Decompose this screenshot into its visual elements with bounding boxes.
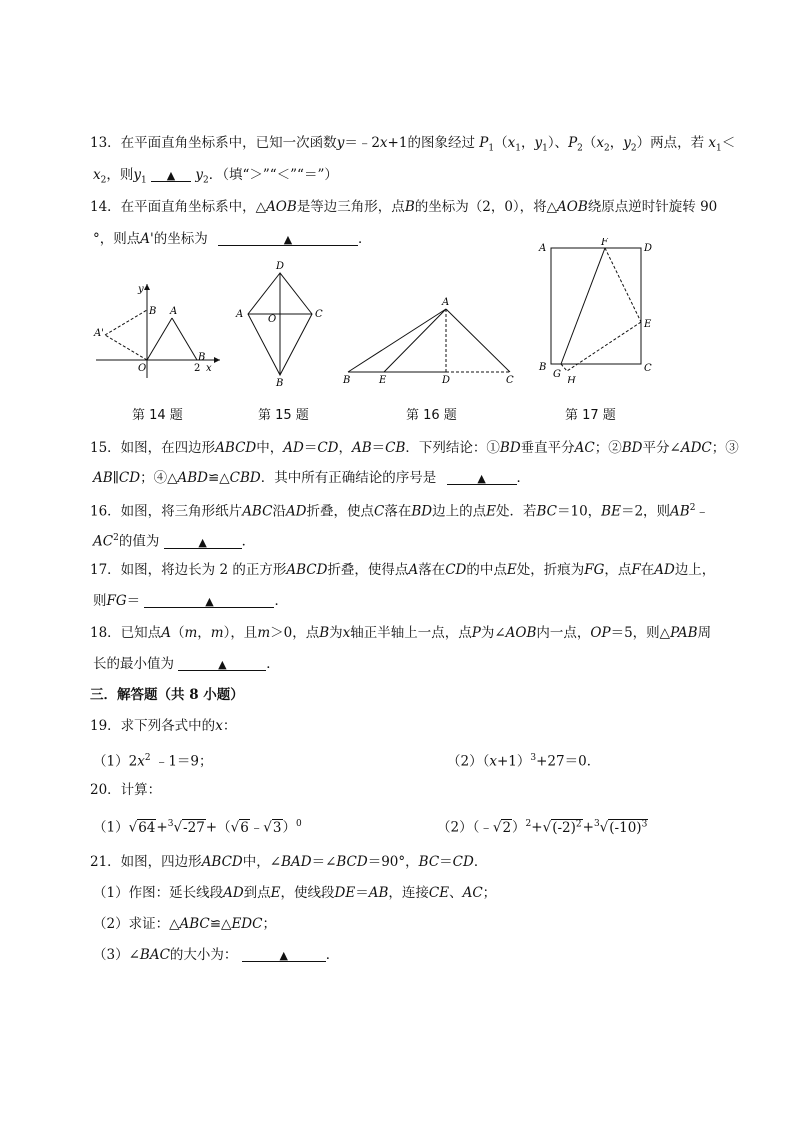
svg-text:y: y bbox=[138, 284, 144, 295]
q18-line2: 长的最小值为 ▲ ． bbox=[93, 656, 280, 672]
svg-text:B: B bbox=[539, 362, 547, 373]
svg-text:2: 2 bbox=[194, 363, 201, 374]
svg-text:C: C bbox=[506, 375, 514, 386]
caption-17: 第 17 题 bbox=[565, 408, 616, 423]
svg-text:A: A bbox=[236, 309, 244, 320]
q21-part2: （2）求证：△ABC≌△EDC； bbox=[93, 916, 276, 932]
answer-blank[interactable]: ▲ bbox=[144, 593, 274, 608]
q15-line1: 15．如图，在四边形ABCD中，AD＝CD，AB＝CB．下列结论：①BD垂直平分AC；②BD平分∠ADC；③ bbox=[90, 440, 739, 456]
q13-line2: $x_2$，则$y_1$ ▲ $y_2$．（填“＞”“＜”“＝”） bbox=[93, 167, 338, 186]
svg-text:B: B bbox=[343, 375, 351, 386]
caption-16: 第 16 题 bbox=[406, 408, 457, 423]
caption-15: 第 15 题 bbox=[258, 408, 309, 423]
answer-blank[interactable]: ▲ bbox=[151, 167, 191, 182]
svg-text:O: O bbox=[268, 314, 277, 325]
svg-text:G: G bbox=[553, 369, 561, 380]
q16-line2: $AC^2$的值为 ▲ ． bbox=[93, 533, 256, 550]
answer-blank[interactable]: ▲ bbox=[178, 656, 266, 671]
figure-15 bbox=[228, 258, 328, 388]
answer-blank[interactable]: ▲ bbox=[447, 470, 517, 485]
svg-text:F: F bbox=[601, 238, 608, 248]
svg-text:D: D bbox=[644, 243, 653, 254]
svg-text:A: A bbox=[539, 243, 547, 254]
svg-text:D: D bbox=[276, 261, 285, 272]
q18-line1: 18．已知点A（m，m），且m＞0，点B为x轴正半轴上一点，点P为∠AOB内一点，OP＝5，则△PAB周 bbox=[90, 625, 712, 641]
section-3-title: 三．解答题（共 8 小题） bbox=[90, 687, 244, 703]
caption-14: 第 14 题 bbox=[132, 408, 183, 423]
q17-line1: 17．如图，将边长为 2 的正方形ABCD折叠，使得点A落在CD的中点E处，折痕为FG，点F在AD边上， bbox=[90, 562, 716, 578]
svg-text:x: x bbox=[206, 363, 212, 374]
svg-text:E: E bbox=[379, 375, 387, 386]
svg-text:B: B bbox=[149, 306, 157, 317]
q19-part2: $(2)(x+1)^3+27=0$． bbox=[447, 753, 601, 770]
figure-16 bbox=[338, 295, 528, 390]
q16-line1: 16．如图，将三角形纸片ABC沿AD折叠，使点C落在BD边上的点E处．若BC＝10，BE＝2，则$AB^2﹣$ bbox=[90, 503, 709, 520]
q19-title: 19．求下列各式中的x： bbox=[90, 718, 237, 734]
q14-line1: 14．在平面直角坐标系中，△AOB是等边三角形，点B的坐标为（2，0），将△AOB绕原点逆时针旋转 90 bbox=[90, 199, 718, 215]
q20-part1: （1）√64+$^3$√-27+（√6﹣√3）$^0$ bbox=[93, 819, 302, 836]
svg-text:A': A' bbox=[94, 328, 104, 339]
answer-blank[interactable]: ▲ bbox=[218, 231, 358, 246]
q21-part3: （3）∠BAC的大小为： ▲ ． bbox=[93, 947, 340, 963]
svg-text:H: H bbox=[567, 376, 576, 383]
answer-blank[interactable]: ▲ bbox=[242, 947, 326, 962]
svg-text:B: B bbox=[276, 378, 284, 388]
q20-title: 20．计算： bbox=[90, 782, 162, 798]
svg-text:B: B bbox=[198, 352, 206, 363]
q21-title: 21．如图，四边形ABCD中，∠BAD＝∠BCD＝90°，BC＝CD． bbox=[90, 854, 488, 870]
q15-line2: AB∥CD；④△ABD≌△CBD．其中所有正确结论的序号是 ▲ ． bbox=[93, 470, 531, 486]
svg-text:O: O bbox=[138, 363, 147, 374]
q14-line2: °，则点A'的坐标为 ▲ ． bbox=[93, 231, 372, 247]
svg-text:E: E bbox=[644, 319, 652, 330]
svg-text:C: C bbox=[644, 363, 652, 374]
q21-part1: （1）作图：延长线段AD到点E，使线段DE＝AB，连接CE、AC； bbox=[93, 885, 497, 901]
svg-text:A: A bbox=[442, 297, 450, 308]
q20-part2: $(2)(﹣√2)^2+√(-2)^2+^3√(-10)^3$ bbox=[437, 819, 648, 836]
q17-line2: 则FG＝ ▲ ． bbox=[93, 593, 288, 609]
svg-text:A: A bbox=[170, 306, 178, 317]
svg-text:C: C bbox=[315, 309, 323, 320]
figure-14 bbox=[88, 278, 228, 383]
figure-17 bbox=[535, 238, 660, 383]
svg-text:D: D bbox=[442, 375, 451, 386]
answer-blank[interactable]: ▲ bbox=[164, 534, 242, 549]
q13-line1: 13．在平面直角坐标系中，已知一次函数y＝﹣2x+1的图象经过 $P_1(x_1$，$y_1$）、$P_2(x_2$，$y_2$）两点，若 $x_1<$ bbox=[90, 135, 736, 154]
q19-part1: $(1)2x^2$ ﹣1＝9； bbox=[93, 753, 213, 770]
